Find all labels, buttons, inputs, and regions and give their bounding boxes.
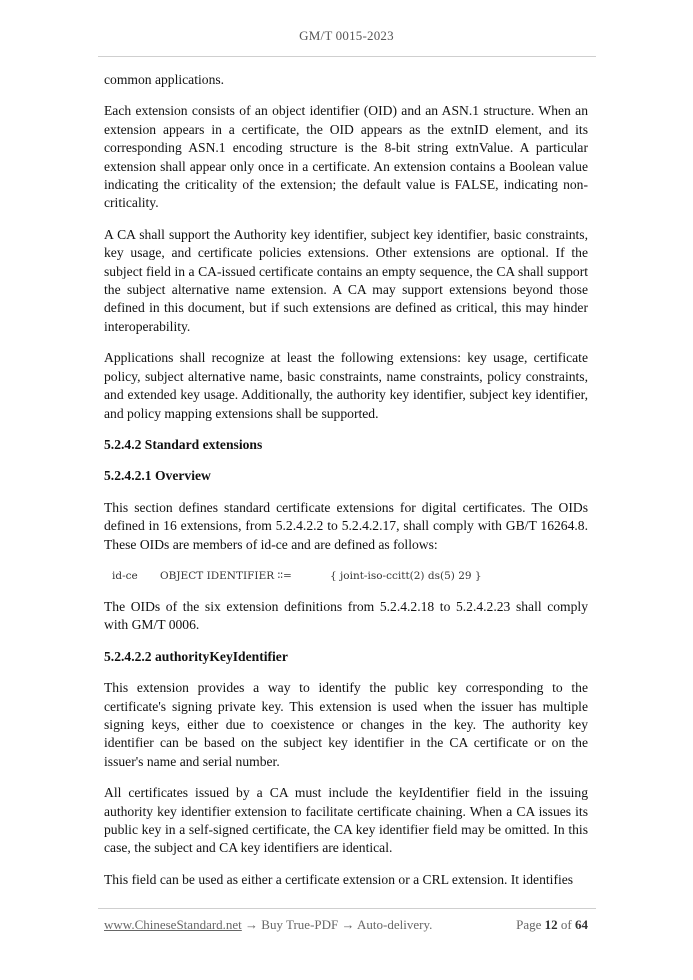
page-footer	[104, 917, 588, 933]
paragraph: Applications shall recognize at least the following extensions: key usage, certificate policy, subject alternative name, basic constraints, name constraints, policy constraints, and extended key usage. Additionally, the authority key identifier, subject key identifier, and policy mapping extensions shall be supported.	[104, 350, 588, 421]
paragraph: This field can be used as either a certificate extension or a CRL extension. It identifies	[104, 871, 574, 887]
section-heading: 5.2.4.2.1 Overview	[104, 468, 211, 484]
page-number: 12	[544, 917, 558, 932]
footer-divider	[98, 908, 596, 909]
paragraph: This extension provides a way to identify the public key corresponding to the certificate's signing private key. This extension is used when the issuer has multiple signing keys, either due to coexistence or changes in the key. The authority key identifier can be based on the subject key identifier in the CA certificate or on the issuer's name and serial number.	[104, 680, 588, 769]
paragraph: The OIDs of the six extension definitions from 5.2.4.2.18 to 5.2.4.2.23 shall comply with GM/T 0006.	[104, 598, 588, 633]
page-header: GM/T 0015-2023	[299, 28, 394, 43]
arrow-right-icon: →	[341, 917, 355, 932]
code-type: OBJECT IDENTIFIER ∶∶=	[160, 569, 292, 582]
footer-links	[104, 917, 432, 933]
paragraph: This section defines standard certificate extensions for digital certificates. The OIDs defined in 16 extensions, from 5.2.4.2.2 to 5.2.4.2.17, shall comply with GB/T 16264.8. These OIDs are members of id-ce and are defined as follows:	[104, 499, 588, 552]
code-identifier: id-ce	[112, 569, 138, 582]
paragraph: All certificates issued by a CA must include the keyIdentifier field in the issuing authority key identifier extension to facilitate certificate chaining. When a CA issues its public key in a self-signed certificate, the CA key identifier field may be omitted. In this case, the subject and CA key identifiers are identical.	[104, 785, 588, 856]
header-divider	[98, 56, 596, 57]
section-heading: 5.2.4.2.2 authorityKeyIdentifier	[104, 648, 288, 664]
asn1-code-line	[112, 567, 588, 585]
document-body	[104, 71, 588, 902]
section-heading: 5.2.4.2 Standard extensions	[104, 436, 263, 452]
code-value: { joint-iso-ccitt(2) ds(5) 29 }	[330, 569, 482, 582]
page-indicator	[516, 917, 588, 933]
paragraph: common applications.	[104, 72, 225, 87]
of-label: of	[560, 917, 572, 932]
buy-text: Buy True-PDF	[261, 917, 339, 932]
delivery-text: Auto-delivery.	[357, 917, 433, 932]
paragraph: A CA shall support the Authority key identifier, subject key identifier, basic constraints, key usage, and certificate policies extensions. Other extensions are optional. If the subject field in a CA-issued certificate contains an empty sequence, the CA shall support the subject alternative name extension. A CA may support extensions beyond those defined in this document, but if such extensions are defined as critical, this may hinder interoperability.	[104, 226, 588, 334]
paragraph: Each extension consists of an object identifier (OID) and an ASN.1 structure. When an extension appears in a certificate, the OID appears as the extnID element, and its corresponding ASN.1 encoding structure is the 8-bit string extnValue. A particular extension shall appear only once in a certificate. An extension contains a Boolean value indicating the criticality of the extension; the default value is FALSE, indicating non-criticality.	[104, 103, 588, 211]
page-total: 64	[575, 917, 588, 932]
page-label: Page	[516, 917, 542, 932]
site-link[interactable]: www.ChineseStandard.net	[104, 917, 242, 932]
arrow-right-icon: →	[245, 917, 259, 932]
